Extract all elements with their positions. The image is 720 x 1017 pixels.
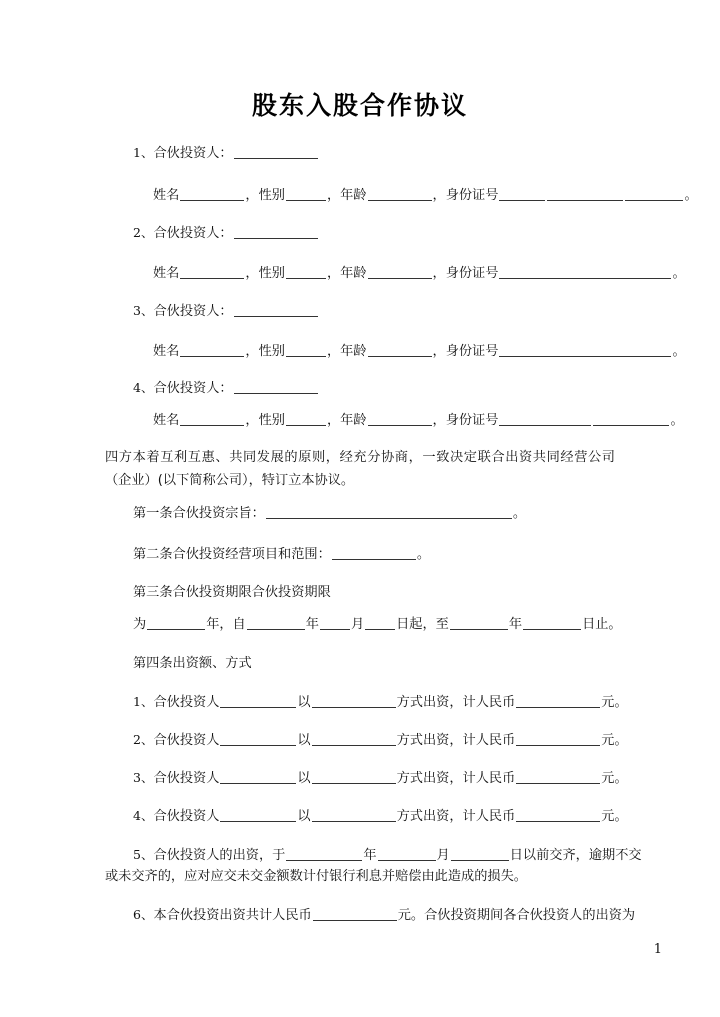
contribution-1-method-label: 方式出资，计人民币 bbox=[396, 695, 516, 710]
clause-3-day-unit: 日起，至 bbox=[396, 617, 449, 632]
page-title: 股东入股合作协议 bbox=[251, 91, 468, 120]
partner-1-name-field[interactable] bbox=[180, 187, 244, 201]
item-5-year-field[interactable] bbox=[286, 847, 362, 861]
item-5-index: 5、 bbox=[133, 847, 154, 862]
contribution-3-person-field[interactable] bbox=[220, 770, 296, 784]
partner-4-gender-label: 性别 bbox=[258, 413, 285, 428]
partner-4-gender-field[interactable] bbox=[286, 412, 326, 426]
contribution-1-person-field[interactable] bbox=[220, 694, 296, 708]
clause-1 bbox=[133, 504, 526, 523]
partner-2-sep-3: ， bbox=[432, 266, 446, 281]
clause-3-end-day-unit: 日止。 bbox=[582, 617, 622, 632]
partner-2-name-field[interactable] bbox=[180, 265, 244, 279]
partner-1-name-label: 姓名 bbox=[153, 188, 180, 203]
clause-2-period: 。 bbox=[416, 547, 430, 562]
clause-3-start-month-field[interactable] bbox=[320, 616, 350, 630]
partner-1-name-blank[interactable] bbox=[234, 145, 318, 159]
contribution-2-amount-field[interactable] bbox=[516, 732, 600, 746]
partner-3-role-label: 合伙投资人： bbox=[153, 304, 233, 319]
clause-3-term bbox=[133, 615, 622, 634]
clause-1-label: 第一条合伙投资宗旨： bbox=[133, 506, 265, 521]
clause-3-end-day-field[interactable] bbox=[523, 616, 581, 630]
contribution-4-with-label: 以 bbox=[297, 809, 311, 824]
clause-3-year-unit: 年，自 bbox=[206, 617, 246, 632]
contribution-3-index: 3、 bbox=[133, 770, 154, 785]
contribution-3-with-label: 以 bbox=[297, 771, 311, 786]
partner-1-id-field-b[interactable] bbox=[547, 187, 623, 201]
item-5-month-unit: 月 bbox=[436, 848, 450, 863]
contribution-1-method-field[interactable] bbox=[312, 694, 396, 708]
partner-1-index: 1、 bbox=[133, 145, 154, 160]
partner-3-sep-1: ， bbox=[245, 344, 259, 359]
contribution-4-method-field[interactable] bbox=[312, 808, 396, 822]
contribution-4-person-field[interactable] bbox=[220, 808, 296, 822]
partner-3-sep-2: ， bbox=[326, 344, 341, 359]
partner-4-id-label: 身份证号 bbox=[445, 413, 499, 428]
partner-3-period: 。 bbox=[672, 344, 686, 359]
partner-2-period: 。 bbox=[672, 266, 686, 281]
contribution-4-index: 4、 bbox=[133, 808, 154, 823]
partner-3-name-field[interactable] bbox=[180, 343, 244, 357]
clause-4-item-5-line-2: 或未交齐的，应对应交未交金额数计付银行利息并赔偿由此造成的损失。 bbox=[105, 869, 527, 884]
partner-3-gender-field[interactable] bbox=[286, 343, 326, 357]
partner-2-role-label: 合伙投资人： bbox=[153, 226, 233, 241]
partner-4-sep-1: ， bbox=[245, 413, 259, 428]
page-number: 1 bbox=[653, 942, 662, 957]
item-6-text-a: 本合伙投资出资共计人民币 bbox=[153, 908, 312, 923]
partner-1-sep-2: ， bbox=[326, 188, 341, 203]
clause-2-scope-field[interactable] bbox=[332, 546, 416, 560]
partner-3-id-label: 身份证号 bbox=[445, 344, 499, 359]
partner-2-gender-field[interactable] bbox=[286, 265, 326, 279]
contribution-1-person-label: 合伙投资人 bbox=[153, 695, 220, 710]
partner-2-heading bbox=[133, 223, 319, 243]
clause-3-prefix: 为 bbox=[133, 617, 147, 632]
partner-4-detail bbox=[153, 411, 684, 430]
partner-3-heading bbox=[133, 301, 319, 321]
contribution-2-index: 2、 bbox=[133, 732, 154, 747]
contribution-4-unit-label: 元。 bbox=[601, 809, 628, 824]
partner-2-detail bbox=[153, 264, 686, 283]
contribution-2-unit-label: 元。 bbox=[601, 733, 628, 748]
contribution-3-amount-field[interactable] bbox=[516, 770, 600, 784]
contribution-1-amount-field[interactable] bbox=[516, 694, 600, 708]
partner-4-age-field[interactable] bbox=[368, 412, 432, 426]
partner-2-age-label: 年龄 bbox=[340, 266, 367, 281]
partner-2-id-field[interactable] bbox=[499, 265, 671, 279]
partner-3-name-label: 姓名 bbox=[153, 344, 180, 359]
partner-1-sep-1: ， bbox=[245, 188, 259, 203]
contribution-2-with-label: 以 bbox=[297, 733, 311, 748]
contribution-1-with-label: 以 bbox=[297, 695, 311, 710]
contribution-2-method-field[interactable] bbox=[312, 732, 396, 746]
partner-1-age-field[interactable] bbox=[368, 187, 432, 201]
partner-4-id-field-b[interactable] bbox=[593, 412, 669, 426]
clause-3-end-year-unit: 年 bbox=[508, 617, 523, 632]
partner-3-sep-3: ， bbox=[432, 344, 446, 359]
partner-4-name-blank[interactable] bbox=[234, 380, 318, 394]
clause-4-heading: 第四条出资额、方式 bbox=[133, 656, 252, 671]
partner-4-name-field[interactable] bbox=[180, 412, 244, 426]
clause-3-year-unit-2: 年 bbox=[305, 617, 319, 632]
partner-1-gender-field[interactable] bbox=[286, 187, 326, 201]
partner-4-sep-3: ， bbox=[432, 413, 446, 428]
partner-3-name-blank[interactable] bbox=[234, 303, 318, 317]
contribution-2-person-field[interactable] bbox=[220, 732, 296, 746]
partner-4-index: 4、 bbox=[133, 380, 154, 395]
partner-2-id-label: 身份证号 bbox=[445, 266, 499, 281]
clause-3-start-year-field[interactable] bbox=[247, 616, 305, 630]
clause-3-start-day-field[interactable] bbox=[365, 616, 395, 630]
clause-3-end-year-field[interactable] bbox=[450, 616, 508, 630]
partner-1-sep-3: ， bbox=[432, 188, 446, 203]
partner-1-id-label: 身份证号 bbox=[445, 188, 499, 203]
contribution-3-unit-label: 元。 bbox=[601, 771, 628, 786]
clause-3-years-field[interactable] bbox=[147, 616, 205, 630]
clause-1-period: 。 bbox=[512, 506, 527, 521]
partner-3-index: 3、 bbox=[133, 303, 154, 318]
partner-1-role-label: 合伙投资人： bbox=[153, 146, 233, 161]
partner-4-age-label: 年龄 bbox=[340, 413, 367, 428]
partner-4-name-label: 姓名 bbox=[153, 413, 180, 428]
contribution-3-method-label: 方式出资，计人民币 bbox=[396, 771, 516, 786]
item-6-index: 6、 bbox=[133, 907, 154, 922]
contribution-4-method-label: 方式出资，计人民币 bbox=[396, 809, 516, 824]
partner-1-heading bbox=[133, 143, 319, 163]
contribution-row-1 bbox=[133, 692, 628, 712]
partner-2-sep-1: ， bbox=[245, 266, 259, 281]
contribution-row-4 bbox=[133, 806, 628, 826]
partner-1-gender-label: 性别 bbox=[258, 188, 285, 203]
contribution-3-method-field[interactable] bbox=[312, 770, 396, 784]
partner-3-age-label: 年龄 bbox=[340, 344, 367, 359]
contribution-row-3 bbox=[133, 768, 628, 788]
partner-3-age-field[interactable] bbox=[368, 343, 432, 357]
partner-1-id-field-a[interactable] bbox=[499, 187, 545, 201]
partner-4-heading bbox=[133, 378, 319, 398]
item-5-text-a: 合伙投资人的出资，于 bbox=[153, 848, 286, 863]
item-5-month-field[interactable] bbox=[378, 847, 436, 861]
partner-2-name-label: 姓名 bbox=[153, 266, 180, 281]
contribution-1-index: 1、 bbox=[133, 694, 154, 709]
partner-1-id-field-c[interactable] bbox=[625, 187, 683, 201]
partner-2-index: 2、 bbox=[133, 225, 154, 240]
partner-3-gender-label: 性别 bbox=[258, 344, 285, 359]
item-5-day-field[interactable] bbox=[451, 847, 509, 861]
item-6-total-field[interactable] bbox=[313, 907, 397, 921]
partner-1-detail bbox=[153, 186, 698, 205]
contribution-1-unit-label: 元。 bbox=[601, 695, 628, 710]
contribution-3-person-label: 合伙投资人 bbox=[153, 771, 220, 786]
partner-1-age-label: 年龄 bbox=[340, 188, 367, 203]
clause-1-purpose-field[interactable] bbox=[266, 505, 512, 519]
partner-1-period: 。 bbox=[684, 188, 698, 203]
clause-2-label: 第二条合伙投资经营项目和范围： bbox=[133, 547, 331, 562]
clause-3-month-unit: 月 bbox=[350, 617, 365, 632]
partner-4-period: 。 bbox=[670, 413, 684, 428]
contribution-2-person-label: 合伙投资人 bbox=[153, 733, 220, 748]
partner-2-sep-2: ， bbox=[326, 266, 341, 281]
preamble-paragraph: 四方本着互利互惠、共同发展的原则，经充分协商，一致决定联合出资共同经营公司（企业）(以下简称公司），特订立本协议。 bbox=[105, 450, 615, 488]
partner-2-age-field[interactable] bbox=[368, 265, 432, 279]
item-5-year-unit: 年 bbox=[363, 848, 377, 863]
item-5-day-unit: 日以前交齐，逾期不交 bbox=[509, 848, 642, 863]
clause-4-item-6 bbox=[133, 905, 635, 925]
partner-2-name-blank[interactable] bbox=[234, 225, 318, 239]
partner-4-sep-2: ， bbox=[326, 413, 341, 428]
partner-2-gender-label: 性别 bbox=[258, 266, 285, 281]
partner-3-detail bbox=[153, 342, 686, 361]
contribution-4-person-label: 合伙投资人 bbox=[153, 809, 220, 824]
contribution-2-method-label: 方式出资，计人民币 bbox=[396, 733, 516, 748]
contribution-4-amount-field[interactable] bbox=[516, 808, 600, 822]
partner-4-role-label: 合伙投资人： bbox=[153, 381, 233, 396]
clause-3-heading: 第三条合伙投资期限合伙投资期限 bbox=[133, 585, 331, 600]
clause-4-item-5-line-1 bbox=[133, 845, 642, 865]
partner-3-id-field[interactable] bbox=[499, 343, 671, 357]
partner-4-id-field-a[interactable] bbox=[499, 412, 591, 426]
item-6-unit-label: 元。合伙投资期间各合伙投资人的出资为 bbox=[397, 908, 636, 923]
contribution-row-2 bbox=[133, 730, 628, 750]
clause-2 bbox=[133, 545, 430, 564]
